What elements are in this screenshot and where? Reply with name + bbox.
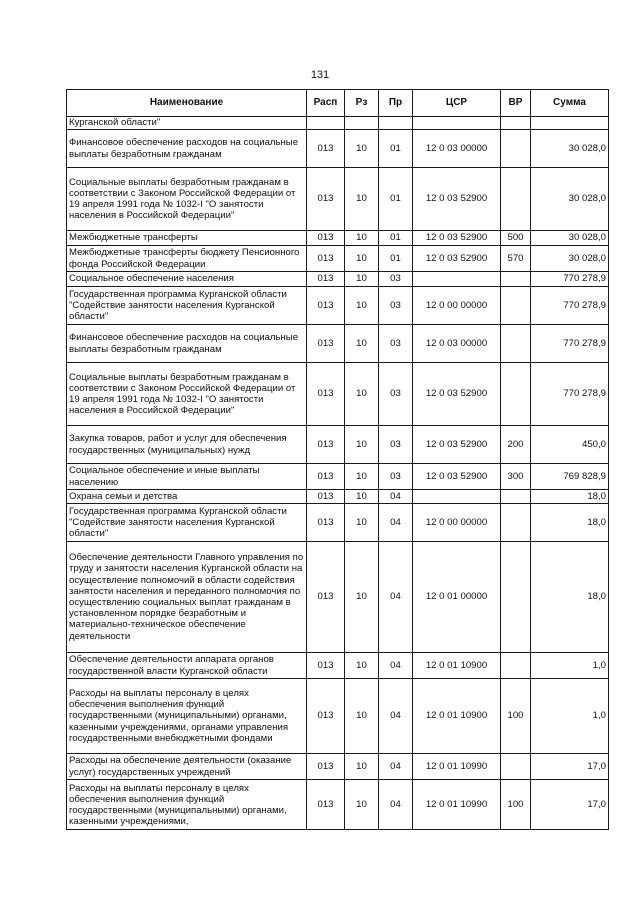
cell-csr <box>413 426 501 464</box>
cell-rasp <box>307 325 345 363</box>
header-rz: Рз <box>345 90 379 117</box>
cell-text: 013 <box>317 659 334 671</box>
cell-name <box>67 653 307 679</box>
cell-rasp <box>307 780 345 830</box>
cell-text: 10 <box>356 516 367 528</box>
cell-text: 12 0 00 00000 <box>425 516 488 528</box>
cell-rasp <box>307 754 345 780</box>
cell-name <box>67 490 307 504</box>
cell-text: 450,0 <box>581 438 606 450</box>
table-row <box>67 780 609 830</box>
cell-text: 10 <box>356 798 367 810</box>
cell-csr <box>413 325 501 363</box>
cell-text: 03 <box>390 470 401 482</box>
cell-sum <box>531 287 609 325</box>
table-row <box>67 542 609 653</box>
cell-csr <box>413 231 501 246</box>
cell-vr <box>501 325 531 363</box>
cell-text: 100 <box>507 710 524 722</box>
cell-name <box>67 168 307 231</box>
cell-text: Межбюджетные трансферты бюджету Пенсионного фонда Российской Федерации <box>69 247 300 270</box>
cell-sum <box>531 363 609 426</box>
cell-pr <box>379 653 413 679</box>
cell-rasp <box>307 130 345 168</box>
cell-text: 04 <box>390 659 401 671</box>
cell-text: 770 278,9 <box>563 337 606 349</box>
cell-rz <box>345 231 379 246</box>
cell-text: 10 <box>356 490 367 502</box>
cell-rasp <box>307 246 345 272</box>
cell-vr <box>501 780 531 830</box>
cell-text: 770 278,9 <box>563 273 606 285</box>
cell-text: 200 <box>507 438 524 450</box>
cell-rz <box>345 325 379 363</box>
cell-rz <box>345 780 379 830</box>
cell-text: 10 <box>356 232 367 244</box>
table-row <box>67 130 609 168</box>
cell-sum <box>531 325 609 363</box>
cell-text: 03 <box>390 299 401 311</box>
cell-text: Обеспечение деятельности Главного управления по труду и занятости населения Курганской области на осуществление полномочий в области содействия занятости населения и переданного полномочия по осуществлению социальных выплат гражданам в установленном порядке безработным и материально-техническое обеспечение деятельности <box>69 552 304 642</box>
cell-text: 500 <box>507 232 524 244</box>
table-row <box>67 490 609 504</box>
cell-rasp <box>307 490 345 504</box>
cell-text: 12 0 03 00000 <box>425 337 488 349</box>
table-row <box>67 246 609 272</box>
cell-text: 12 0 03 52900 <box>425 470 488 482</box>
cell-rz <box>345 426 379 464</box>
cell-text: Социальное обеспечение и иные выплаты населению <box>69 465 260 488</box>
cell-text: 12 0 01 10900 <box>425 659 488 671</box>
cell-text: 013 <box>317 232 334 244</box>
cell-csr <box>413 363 501 426</box>
header-csr: ЦСР <box>413 90 501 117</box>
cell-text: 03 <box>390 388 401 400</box>
cell-text: Государственная программа Курганской области "Содействие занятости населения Курганской области" <box>69 288 287 323</box>
cell-text: 03 <box>390 438 401 450</box>
table-row <box>67 754 609 780</box>
cell-csr <box>413 272 501 287</box>
cell-text: 04 <box>390 490 401 502</box>
cell-rasp <box>307 363 345 426</box>
cell-vr <box>501 231 531 246</box>
header-row <box>67 90 609 117</box>
cell-csr <box>413 287 501 325</box>
cell-rz <box>345 130 379 168</box>
cell-rz <box>345 754 379 780</box>
cell-rz <box>345 490 379 504</box>
cell-text: 12 0 01 10990 <box>425 798 488 810</box>
cell-text: 10 <box>356 142 367 154</box>
cell-rasp <box>307 464 345 490</box>
table-row <box>67 287 609 325</box>
cell-text: 10 <box>356 438 367 450</box>
cell-text: 013 <box>317 142 334 154</box>
cell-pr <box>379 679 413 754</box>
table-row <box>67 464 609 490</box>
cell-name <box>67 130 307 168</box>
table-row <box>67 363 609 426</box>
cell-csr <box>413 490 501 504</box>
table-row <box>67 426 609 464</box>
cell-name <box>67 504 307 542</box>
cell-rz <box>345 653 379 679</box>
cell-text: 013 <box>317 710 334 722</box>
cell-name <box>67 363 307 426</box>
cell-rasp <box>307 117 345 130</box>
cell-text: 30 028,0 <box>568 232 606 244</box>
page-number: 131 <box>310 69 330 81</box>
cell-name <box>67 231 307 246</box>
cell-text: 1,0 <box>592 659 606 671</box>
cell-vr <box>501 504 531 542</box>
cell-sum <box>531 754 609 780</box>
cell-text: 01 <box>390 193 401 205</box>
cell-rz <box>345 287 379 325</box>
cell-name <box>67 272 307 287</box>
cell-rasp <box>307 231 345 246</box>
table-row <box>67 504 609 542</box>
cell-sum <box>531 426 609 464</box>
cell-text: 013 <box>317 193 334 205</box>
cell-text: 01 <box>390 232 401 244</box>
cell-text: Социальные выплаты безработным гражданам в соответствии с Законом Российской Федерации от 19 апреля 1991 года № 1032-I "О занятости населения в Российской Федерации" <box>69 176 296 222</box>
cell-sum <box>531 504 609 542</box>
cell-text: 013 <box>317 337 334 349</box>
table-row <box>67 653 609 679</box>
cell-pr <box>379 504 413 542</box>
cell-pr <box>379 426 413 464</box>
cell-rasp <box>307 287 345 325</box>
cell-text: Межбюджетные трансферты <box>69 232 198 244</box>
cell-vr <box>501 246 531 272</box>
cell-pr <box>379 754 413 780</box>
cell-text: 12 0 01 10990 <box>425 760 488 772</box>
cell-rz <box>345 363 379 426</box>
cell-rasp <box>307 504 345 542</box>
cell-sum <box>531 490 609 504</box>
cell-rasp <box>307 272 345 287</box>
cell-vr <box>501 464 531 490</box>
cell-sum <box>531 231 609 246</box>
cell-text: 01 <box>390 252 401 264</box>
header-vr: ВР <box>501 90 531 117</box>
cell-vr <box>501 426 531 464</box>
cell-text: Закупка товаров, работ и услуг для обеспечения государственных (муниципальных) нужд <box>69 433 287 456</box>
cell-text: 12 0 03 52900 <box>425 232 488 244</box>
cell-text: Социальные выплаты безработным гражданам в соответствии с Законом Российской Федерации от 19 апреля 1991 года № 1032-I "О занятости населения в Российской Федерации" <box>69 371 296 417</box>
cell-sum <box>531 168 609 231</box>
cell-pr <box>379 287 413 325</box>
cell-text: 769 828,9 <box>563 470 606 482</box>
table-body <box>67 117 609 830</box>
cell-text: Обеспечение деятельности аппарата органов государственной власти Курганской области <box>69 654 274 677</box>
cell-name <box>67 780 307 830</box>
cell-text: 04 <box>390 516 401 528</box>
cell-vr <box>501 130 531 168</box>
cell-name <box>67 325 307 363</box>
cell-text: 12 0 03 52900 <box>425 388 488 400</box>
cell-text: 770 278,9 <box>563 299 606 311</box>
cell-text: 10 <box>356 388 367 400</box>
cell-text: 12 0 03 00000 <box>425 142 488 154</box>
cell-pr <box>379 231 413 246</box>
cell-name <box>67 754 307 780</box>
cell-rz <box>345 504 379 542</box>
cell-name <box>67 287 307 325</box>
cell-sum <box>531 464 609 490</box>
cell-text: 013 <box>317 299 334 311</box>
budget-table <box>66 89 609 830</box>
cell-text: Социальное обеспечение населения <box>69 273 234 285</box>
cell-vr <box>501 363 531 426</box>
cell-text: Государственная программа Курганской области "Содействие занятости населения Курганской области" <box>69 505 287 540</box>
cell-csr <box>413 754 501 780</box>
cell-text: Расходы на выплаты персоналу в целях обеспечения выполнения функций государственными (муниципальными) органами, казенными учреждениями, <box>69 782 287 827</box>
cell-pr <box>379 542 413 653</box>
cell-rz <box>345 464 379 490</box>
cell-text: 100 <box>507 798 524 810</box>
cell-rasp <box>307 679 345 754</box>
cell-text: 30 028,0 <box>568 252 606 264</box>
cell-text: 10 <box>356 470 367 482</box>
cell-text: 10 <box>356 710 367 722</box>
cell-sum <box>531 653 609 679</box>
cell-text: 30 028,0 <box>568 142 606 154</box>
cell-pr <box>379 363 413 426</box>
cell-csr <box>413 246 501 272</box>
cell-text: 18,0 <box>587 490 606 502</box>
cell-text: Расходы на выплаты персоналу в целях обеспечения выполнения функций государственными (муниципальными) органами, казенными учреждениями, органами управления государственными внебюджетными фондами <box>69 687 289 744</box>
table-row <box>67 231 609 246</box>
table-row <box>67 679 609 754</box>
cell-text: Финансовое обеспечение расходов на социальные выплаты безработным гражданам <box>69 332 299 355</box>
cell-sum <box>531 679 609 754</box>
cell-text: Курганской области" <box>69 117 161 129</box>
header-pr: Пр <box>379 90 413 117</box>
cell-pr <box>379 490 413 504</box>
cell-text: 10 <box>356 193 367 205</box>
cell-csr <box>413 168 501 231</box>
header-name: Наименование <box>67 90 307 117</box>
cell-rz <box>345 246 379 272</box>
cell-text: 30 028,0 <box>568 193 606 205</box>
cell-sum <box>531 130 609 168</box>
cell-text: 04 <box>390 710 401 722</box>
cell-vr <box>501 117 531 130</box>
cell-csr <box>413 130 501 168</box>
cell-pr <box>379 130 413 168</box>
cell-text: 10 <box>356 591 367 603</box>
cell-text: 013 <box>317 252 334 264</box>
cell-pr <box>379 246 413 272</box>
cell-rz <box>345 679 379 754</box>
cell-csr <box>413 117 501 130</box>
cell-rz <box>345 168 379 231</box>
cell-text: 17,0 <box>587 760 606 772</box>
cell-vr <box>501 168 531 231</box>
cell-rasp <box>307 542 345 653</box>
cell-sum <box>531 246 609 272</box>
cell-csr <box>413 464 501 490</box>
cell-text: Охрана семьи и детства <box>69 490 178 502</box>
cell-text: 12 0 01 00000 <box>425 591 488 603</box>
table-header <box>67 90 609 117</box>
cell-pr <box>379 272 413 287</box>
cell-name <box>67 426 307 464</box>
cell-text: 10 <box>356 252 367 264</box>
cell-sum <box>531 117 609 130</box>
cell-text: 570 <box>507 252 524 264</box>
cell-pr <box>379 168 413 231</box>
cell-pr <box>379 117 413 130</box>
cell-text: 04 <box>390 591 401 603</box>
cell-text: 013 <box>317 516 334 528</box>
cell-csr <box>413 780 501 830</box>
cell-csr <box>413 542 501 653</box>
cell-text: 10 <box>356 273 367 285</box>
cell-name <box>67 542 307 653</box>
cell-vr <box>501 679 531 754</box>
table-row <box>67 325 609 363</box>
cell-text: 12 0 01 10900 <box>425 710 488 722</box>
cell-text: 18,0 <box>587 516 606 528</box>
header-sum: Сумма <box>531 90 609 117</box>
cell-name <box>67 117 307 130</box>
cell-csr <box>413 679 501 754</box>
cell-rasp <box>307 653 345 679</box>
cell-text: 03 <box>390 337 401 349</box>
cell-vr <box>501 272 531 287</box>
cell-vr <box>501 287 531 325</box>
cell-name <box>67 464 307 490</box>
cell-text: 770 278,9 <box>563 388 606 400</box>
cell-sum <box>531 780 609 830</box>
cell-text: 10 <box>356 659 367 671</box>
table-row <box>67 117 609 130</box>
cell-vr <box>501 490 531 504</box>
cell-text: 12 0 00 00000 <box>425 299 488 311</box>
cell-csr <box>413 653 501 679</box>
cell-rz <box>345 542 379 653</box>
cell-text: 1,0 <box>592 710 606 722</box>
cell-text: 013 <box>317 273 334 285</box>
cell-rasp <box>307 426 345 464</box>
header-rasp: Расп <box>307 90 345 117</box>
cell-text: 04 <box>390 798 401 810</box>
cell-text: 17,0 <box>587 798 606 810</box>
cell-vr <box>501 542 531 653</box>
cell-text: 013 <box>317 760 334 772</box>
cell-text: 12 0 03 52900 <box>425 252 488 264</box>
cell-text: 04 <box>390 760 401 772</box>
cell-pr <box>379 780 413 830</box>
cell-sum <box>531 272 609 287</box>
cell-name <box>67 679 307 754</box>
cell-rz <box>345 117 379 130</box>
cell-text: Финансовое обеспечение расходов на социальные выплаты безработным гражданам <box>69 137 299 160</box>
table-row <box>67 168 609 231</box>
cell-text: 013 <box>317 490 334 502</box>
cell-text: 013 <box>317 591 334 603</box>
cell-text: 10 <box>356 299 367 311</box>
cell-text: 013 <box>317 798 334 810</box>
cell-rz <box>345 272 379 287</box>
cell-pr <box>379 464 413 490</box>
cell-text: 12 0 03 52900 <box>425 438 488 450</box>
cell-text: 18,0 <box>587 591 606 603</box>
cell-rasp <box>307 168 345 231</box>
cell-text: 12 0 03 52900 <box>425 193 488 205</box>
cell-text: 10 <box>356 337 367 349</box>
cell-text: 01 <box>390 142 401 154</box>
cell-vr <box>501 653 531 679</box>
cell-text: 013 <box>317 470 334 482</box>
cell-name <box>67 246 307 272</box>
cell-pr <box>379 325 413 363</box>
cell-text: 10 <box>356 760 367 772</box>
cell-csr <box>413 504 501 542</box>
cell-text: Расходы на обеспечение деятельности (оказание услуг) государственных учреждений <box>69 755 292 778</box>
cell-text: 013 <box>317 438 334 450</box>
cell-sum <box>531 542 609 653</box>
table-row <box>67 272 609 287</box>
cell-vr <box>501 754 531 780</box>
cell-text: 03 <box>390 273 401 285</box>
cell-text: 013 <box>317 388 334 400</box>
cell-text: 300 <box>507 470 524 482</box>
